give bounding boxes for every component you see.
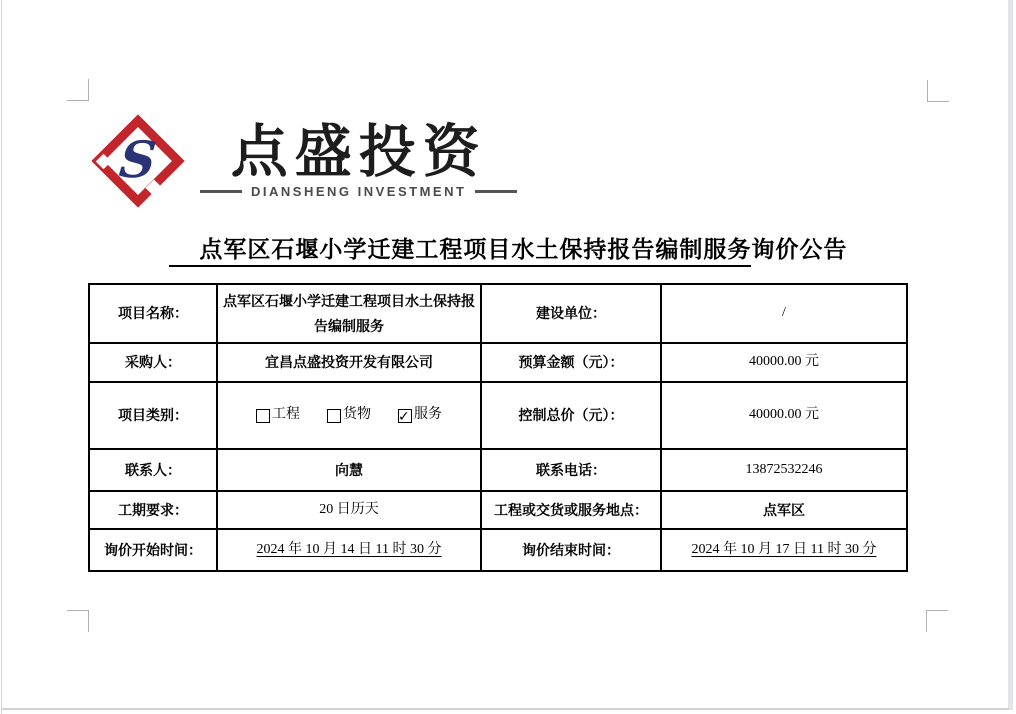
inquiry-end-label: 询价结束时间：	[481, 529, 661, 571]
table-row	[89, 284, 907, 343]
logo-diamond-icon	[92, 116, 184, 206]
page-edge-right	[1008, 0, 1013, 710]
crop-mark-top-left	[67, 79, 89, 101]
contact-person-label: 联系人：	[89, 449, 217, 491]
page-title	[0, 231, 1016, 264]
location-value: 点军区	[661, 491, 907, 529]
inquiry-start-label: 询价开始时间：	[89, 529, 217, 571]
brand-en-text: DIANSHENG INVESTMENT	[251, 184, 467, 200]
project-name-label: 项目名称：	[89, 284, 217, 343]
brand-rule-right	[475, 190, 517, 193]
brand-name-en	[200, 184, 517, 199]
checkbox-option-gongcheng	[256, 403, 300, 428]
control-price-label: 控制总价（元）：	[481, 382, 661, 449]
project-info-table	[88, 283, 908, 572]
title-underlined-part: 点军区石堰小学迁建工程项目水土保持报告编制服务	[169, 237, 752, 267]
logo-monogram: S	[116, 129, 160, 189]
checkbox-option-huowu	[327, 403, 371, 428]
inquiry-start-value: 2024 年 10 月 14 日 11 时 30 分	[217, 529, 481, 571]
option-label: 工程	[272, 407, 300, 423]
option-label: 货物	[343, 407, 371, 423]
table-row	[89, 343, 907, 382]
check-mark: ✓	[398, 408, 410, 425]
table-row	[89, 529, 907, 571]
budget-label: 预算金额（元）：	[481, 343, 661, 382]
contact-phone-label: 联系电话：	[481, 449, 661, 491]
checkbox-checked-icon	[398, 409, 412, 423]
crop-mark-bottom-left	[67, 610, 89, 632]
budget-value: 40000.00 元	[661, 343, 907, 382]
table-row	[89, 382, 907, 449]
project-name-value: 点军区石堰小学迁建工程项目水土保持报告编制服务	[217, 284, 481, 343]
project-type-options	[217, 382, 481, 449]
table-row	[89, 491, 907, 529]
option-label: 服务	[414, 407, 442, 423]
location-label: 工程或交货或服务地点：	[481, 491, 661, 529]
brand-rule-left	[200, 190, 242, 193]
checkbox-icon	[256, 409, 270, 423]
construction-unit-label: 建设单位：	[481, 284, 661, 343]
company-logo	[92, 116, 517, 206]
project-type-label: 项目类别：	[89, 382, 217, 449]
contact-person-value: 向慧	[217, 449, 481, 491]
logo-text	[200, 119, 517, 200]
brand-name-cn: 点盛投资	[230, 119, 487, 184]
purchaser-label: 采购人：	[89, 343, 217, 382]
control-price-value: 40000.00 元	[661, 382, 907, 449]
construction-unit-value: /	[661, 284, 907, 343]
page-edge-bottom	[2, 708, 1009, 710]
table-row	[89, 449, 907, 491]
title-plain-part: 询价公告	[751, 237, 848, 262]
inquiry-end-value: 2024 年 10 月 17 日 11 时 30 分	[661, 529, 907, 571]
crop-mark-top-right	[927, 80, 949, 102]
duration-label: 工期要求：	[89, 491, 217, 529]
duration-value: 20 日历天	[217, 491, 481, 529]
page-edge-left	[1, 0, 2, 714]
checkbox-icon	[327, 409, 341, 423]
crop-mark-bottom-right	[926, 610, 948, 632]
checkbox-option-fuwu	[398, 403, 442, 428]
contact-phone-value: 13872532246	[661, 449, 907, 491]
purchaser-value: 宜昌点盛投资开发有限公司	[217, 343, 481, 382]
